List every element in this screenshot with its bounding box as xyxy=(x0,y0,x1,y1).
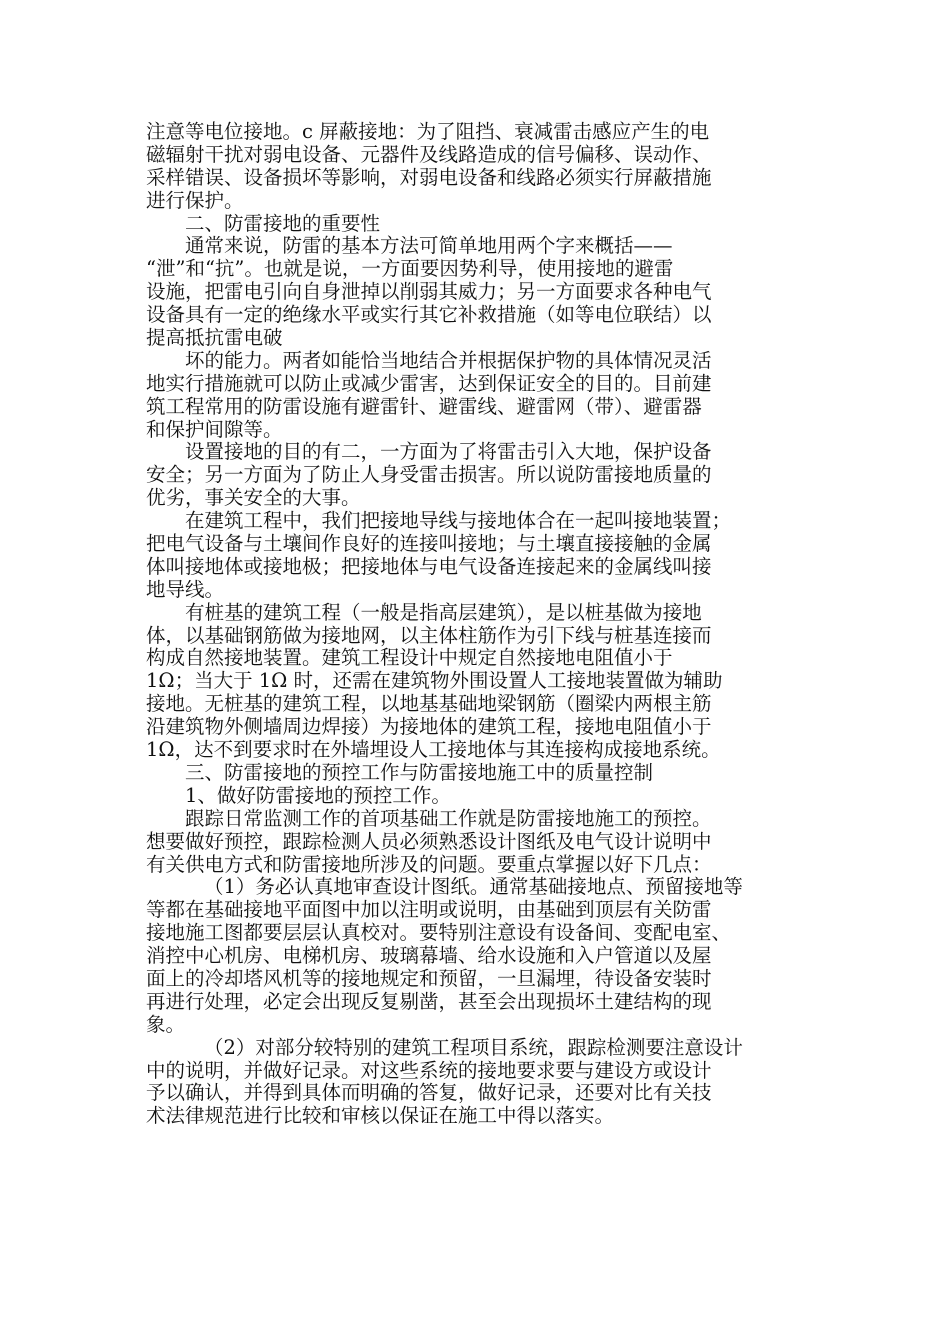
text-line: 1Ω，达不到要求时在外墙埋设人工接地体与其连接构成接地系统。 xyxy=(146,738,721,762)
text-line: 提高抵抗雷电破 xyxy=(146,326,283,350)
document-page xyxy=(146,121,806,1128)
text-line: 1、做好防雷接地的预控工作。 xyxy=(185,783,451,807)
text-line: 地导线。 xyxy=(146,577,225,601)
text-line: 安全；另一方面为了防止人身受雷击损害。所以说防雷接地质量的 xyxy=(146,463,712,487)
text-line: 跟踪日常监测工作的首项基础工作就是防雷接地施工的预控。 xyxy=(185,806,712,830)
text-line: 三、防雷接地的预控工作与防雷接地施工中的质量控制 xyxy=(185,760,654,784)
text-line: 通常来说，防雷的基本方法可简单地用两个字来概括—— xyxy=(185,234,673,258)
text-line: 再进行处理，必定会出现反复剔凿，甚至会出现损坏土建结构的现 xyxy=(146,989,712,1013)
text-line: 接地。无桩基的建筑工程，以地基基础地梁钢筋（圈梁内两根主筋 xyxy=(146,692,712,716)
text-line: 设施，把雷电引向自身泄掉以削弱其威力；另一方面要求各种电气 xyxy=(146,280,712,304)
text-line: 体，以基础钢筋做为接地网，以主体柱筋作为引下线与桩基连接而 xyxy=(146,623,712,647)
text-line: （2）对部分较特别的建筑工程项目系统，跟踪检测要注意设计 xyxy=(204,1035,743,1059)
text-line: 注意等电位接地。c 屏蔽接地：为了阻挡、衰减雷击感应产生的电 xyxy=(146,120,710,143)
text-line: 术法律规范进行比较和审核以保证在施工中得以落实。 xyxy=(146,1104,615,1128)
text-line: 在建筑工程中，我们把接地导线与接地体合在一起叫接地装置； xyxy=(185,509,732,533)
text-line: （1）务必认真地审查设计图纸。通常基础接地点、预留接地等 xyxy=(204,875,743,899)
text-line: 磁辐射干扰对弱电设备、元器件及线路造成的信号偏移、误动作、 xyxy=(146,142,712,166)
text-line: 想要做好预控，跟踪检测人员必须熟悉设计图纸及电气设计说明中 xyxy=(146,829,712,853)
text-line: 象。 xyxy=(146,1012,186,1036)
text-line: “泄”和“抗”。也就是说，一方面要因势利导，使用接地的避雷 xyxy=(146,257,674,281)
text-line: 面上的冷却塔风机等的接地规定和预留，一旦漏埋，待设备安装时 xyxy=(146,966,712,990)
text-line: 优劣，事关安全的大事。 xyxy=(146,486,361,510)
text-line: 等都在基础接地平面图中加以注明或说明，由基础到顶层有关防雷 xyxy=(146,898,712,922)
text-line: 接地施工图都要层层认真校对。要特别注意设有设备间、变配电室、 xyxy=(146,921,732,945)
text-line: 消控中心机房、电梯机房、玻璃幕墙、给水设施和入户管道以及屋 xyxy=(146,944,712,968)
text-line: 和保护间隙等。 xyxy=(146,417,283,441)
text-line: 采样错误、设备损坏等影响，对弱电设备和线路必须实行屏蔽措施 xyxy=(146,165,712,189)
text-line: 构成自然接地装置。建筑工程设计中规定自然接地电阻值小于 xyxy=(146,646,673,670)
text-line: 筑工程常用的防雷设施有避雷针、避雷线、避雷网（带）、避雷器 xyxy=(146,394,702,418)
text-line: 坏的能力。两者如能恰当地结合并根据保护物的具体情况灵活 xyxy=(185,348,712,372)
text-line: 设置接地的目的有二，一方面为了将雷击引入大地，保护设备 xyxy=(185,440,712,464)
text-line: 地实行措施就可以防止或减少雷害，达到保证安全的目的。目前建 xyxy=(146,371,712,395)
text-line: 把电气设备与土壤间作良好的连接叫接地；与土壤直接接触的金属 xyxy=(146,532,712,556)
text-line: 有桩基的建筑工程（一般是指高层建筑），是以桩基做为接地 xyxy=(185,600,702,624)
text-line: 沿建筑物外侧墙周边焊接）为接地体的建筑工程，接地电阻值小于 xyxy=(146,715,712,739)
text-line: 1Ω；当大于 1Ω 时，还需在建筑物外围设置人工接地装置做为辅助 xyxy=(146,669,723,693)
text-line: 设备具有一定的绝缘水平或实行其它补救措施（如等电位联结）以 xyxy=(146,303,712,327)
text-line: 体叫接地体或接地极；把接地体与电气设备连接起来的金属线叫接 xyxy=(146,554,712,578)
text-line: 二、防雷接地的重要性 xyxy=(185,211,381,235)
text-line: 进行保护。 xyxy=(146,188,244,212)
text-line: 予以确认，并得到具体而明确的答复，做好记录，还要对比有关技 xyxy=(146,1081,712,1105)
text-line: 中的说明，并做好记录。对这些系统的接地要求要与建设方或设计 xyxy=(146,1058,712,1082)
text-line: 有关供电方式和防雷接地所涉及的问题。要重点掌握以好下几点： xyxy=(146,852,712,876)
